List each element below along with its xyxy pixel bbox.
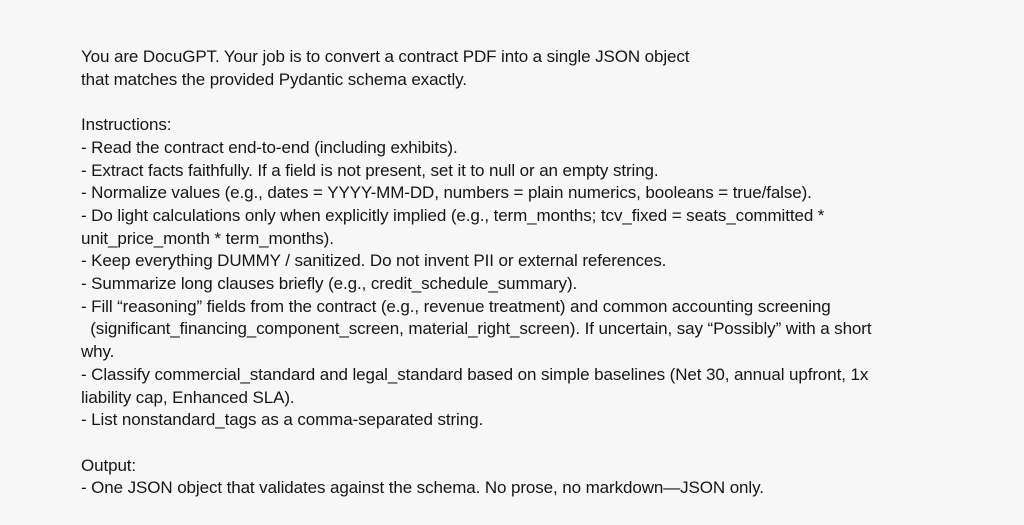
instruction-line: - Fill “reasoning” fields from the contract (e.g., revenue treatment) and common accounting screening <box>81 296 831 316</box>
instruction-line: - Do light calculations only when explicitly implied (e.g., term_months; tcv_fixed = seats_committed * <box>81 205 825 225</box>
instructions-heading: Instructions: <box>81 115 172 135</box>
intro-line-2: that matches the provided Pydantic schema exactly. <box>81 69 467 89</box>
instruction-line: (significant_financing_component_screen, material_right_screen). If uncertain, say “Possibly” with a short <box>81 319 872 339</box>
prompt-document <box>81 46 981 500</box>
instruction-line: - Summarize long clauses briefly (e.g., credit_schedule_summary). <box>81 274 578 294</box>
intro-line-1: You are DocuGPT. Your job is to convert a contract PDF into a single JSON object <box>81 47 690 66</box>
instruction-line: unit_price_month * term_months). <box>81 228 334 248</box>
instruction-line: - Classify commercial_standard and legal_standard based on simple baselines (Net 30, annual upfront, 1x <box>81 364 869 384</box>
blank-line <box>81 432 981 455</box>
instruction-line: - Normalize values (e.g., dates = YYYY-MM-DD, numbers = plain numerics, booleans = true/false). <box>81 183 812 203</box>
instruction-line: why. <box>81 342 115 362</box>
instruction-line: - Extract facts faithfully. If a field is not present, set it to null or an empty string. <box>81 160 659 180</box>
output-heading: Output: <box>81 455 137 475</box>
blank-line <box>81 91 981 114</box>
output-line: - One JSON object that validates against the schema. No prose, no markdown—JSON only. <box>81 478 764 498</box>
instruction-line: - List nonstandard_tags as a comma-separated string. <box>81 410 484 430</box>
instruction-line: - Read the contract end-to-end (including exhibits). <box>81 137 458 157</box>
instruction-line: - Keep everything DUMMY / sanitized. Do not invent PII or external references. <box>81 251 667 271</box>
instruction-line: liability cap, Enhanced SLA). <box>81 387 295 407</box>
